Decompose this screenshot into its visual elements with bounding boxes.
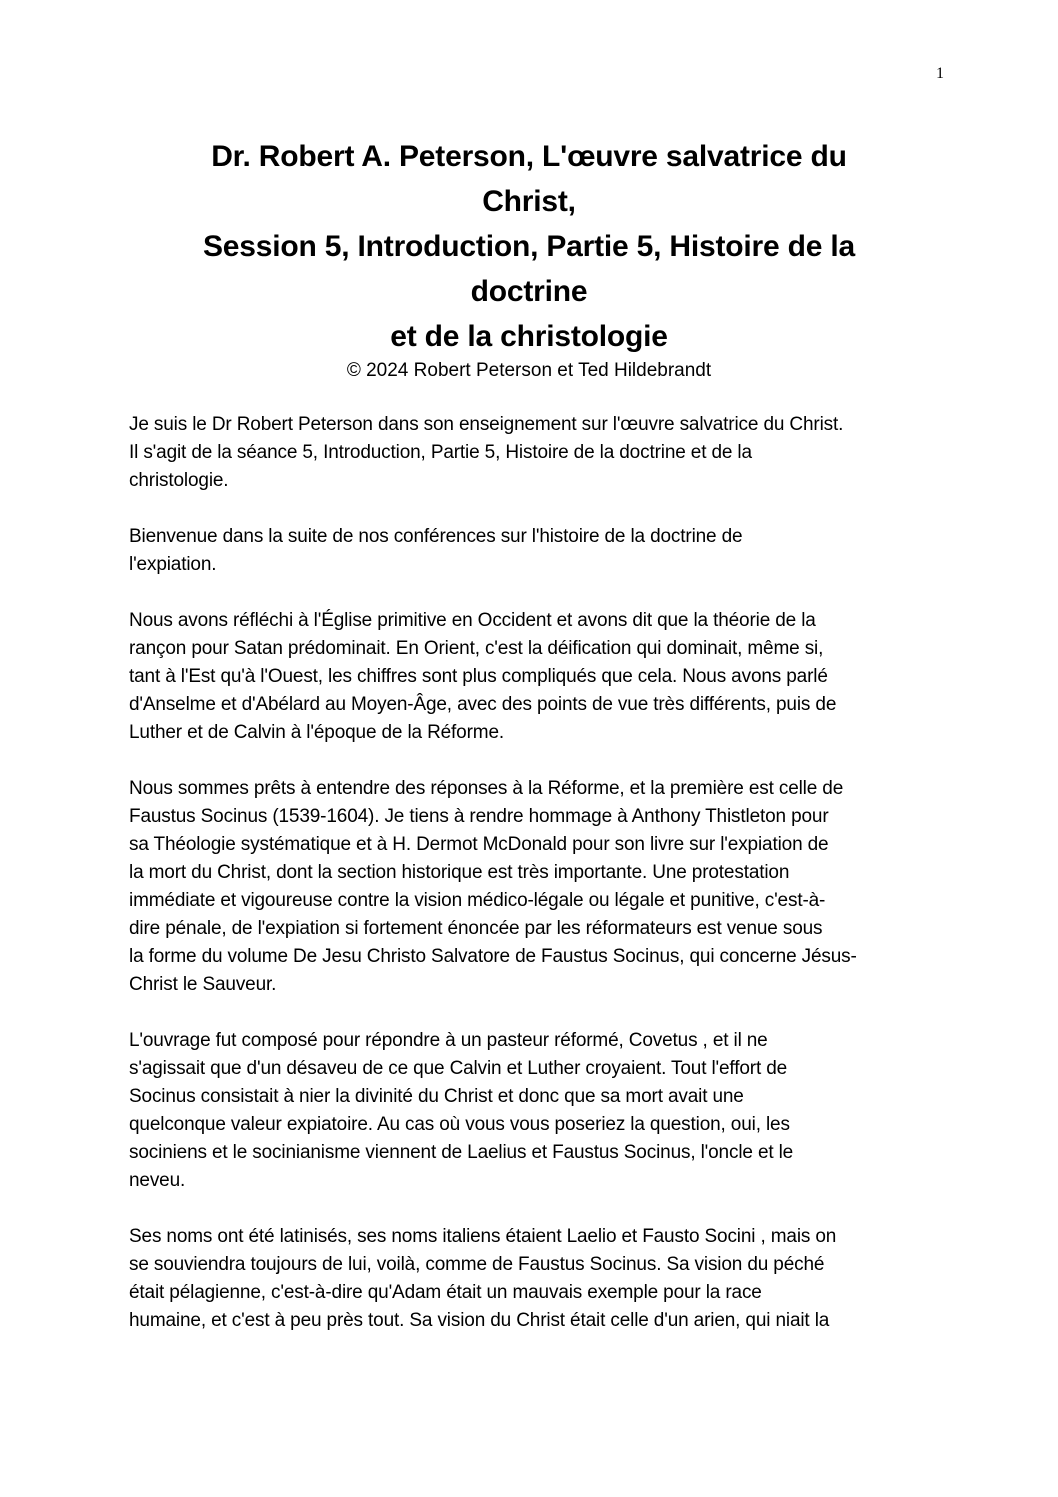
text-line: sa Théologie systématique et à H. Dermot McDonald pour son livre sur l'expiation de: [129, 834, 829, 855]
text-line: christologie.: [129, 470, 229, 491]
text-line: tant à l'Est qu'à l'Ouest, les chiffres sont plus compliqués que cela. Nous avons parlé: [129, 666, 828, 687]
text-line: se souviendra toujours de lui, voilà, comme de Faustus Socinus. Sa vision du péché: [129, 1254, 825, 1275]
title-line-2: Christ,: [482, 185, 576, 218]
paragraph-1: [129, 411, 941, 495]
paragraph-2: [129, 523, 941, 579]
text-line: Luther et de Calvin à l'époque de la Réforme.: [129, 722, 505, 743]
text-line: d'Anselme et d'Abélard au Moyen-Âge, avec des points de vue très différents, puis de: [129, 694, 837, 715]
title-line-5: et de la christologie: [390, 320, 668, 353]
text-line: Ses noms ont été latinisés, ses noms italiens étaient Laelio et Fausto Socini , mais on: [129, 1226, 837, 1247]
text-line: Il s'agit de la séance 5, Introduction, Partie 5, Histoire de la doctrine et de la: [129, 442, 752, 463]
title-line-3: Session 5, Introduction, Partie 5, Histoire de la: [202, 230, 856, 263]
title-line-1: Dr. Robert A. Peterson, L'œuvre salvatrice du: [211, 140, 847, 173]
paragraph-6: [129, 1223, 941, 1335]
text-line: Nous sommes prêts à entendre des réponses à la Réforme, et la première est celle de: [129, 778, 844, 799]
text-line: Christ le Sauveur.: [129, 974, 277, 995]
text-line: dire pénale, de l'expiation si fortement énoncée par les réformateurs est venue sous: [129, 918, 823, 939]
text-line: était pélagienne, c'est-à-dire qu'Adam était un mauvais exemple pour la race: [129, 1282, 762, 1303]
text-line: Je suis le Dr Robert Peterson dans son enseignement sur l'œuvre salvatrice du Christ.: [129, 414, 844, 435]
text-line: la mort du Christ, dont la section historique est très importante. Une protestation: [129, 862, 790, 883]
text-line: sociniens et le socinianisme viennent de Laelius et Faustus Socinus, l'oncle et le: [129, 1142, 794, 1163]
paragraph-5: [129, 1027, 941, 1195]
text-line: quelconque valeur expiatoire. Au cas où vous vous poseriez la question, oui, les: [129, 1114, 790, 1135]
text-line: neveu.: [129, 1170, 186, 1191]
page-number: 1: [936, 65, 944, 82]
title-block: [110, 134, 948, 385]
text-line: Nous avons réfléchi à l'Église primitive en Occident et avons dit que la théorie de la: [129, 610, 816, 631]
text-line: l'expiation.: [129, 554, 217, 575]
title-line-4: doctrine: [470, 275, 588, 308]
text-line: s'agissait que d'un désaveu de ce que Calvin et Luther croyaient. Tout l'effort de: [129, 1058, 788, 1079]
text-line: immédiate et vigoureuse contre la vision médico-légale ou légale et punitive, c'est-à-: [129, 890, 826, 911]
paragraph-4: [129, 775, 941, 999]
text-line: la forme du volume De Jesu Christo Salvatore de Faustus Socinus, qui concerne Jésus-: [129, 946, 857, 967]
text-line: humaine, et c'est à peu près tout. Sa vision du Christ était celle d'un arien, qui niait la: [129, 1310, 830, 1331]
text-line: Socinus consistait à nier la divinité du Christ et donc que sa mort avait une: [129, 1086, 744, 1107]
paragraph-3: [129, 607, 941, 747]
text-line: rançon pour Satan prédominait. En Orient, c'est la déification qui dominait, même si,: [129, 638, 824, 659]
text-line: Bienvenue dans la suite de nos conférences sur l'histoire de la doctrine de: [129, 526, 743, 547]
text-line: Faustus Socinus (1539-1604). Je tiens à rendre hommage à Anthony Thistleton pour: [129, 806, 829, 827]
text-line: L'ouvrage fut composé pour répondre à un pasteur réformé, Covetus , et il ne: [129, 1030, 768, 1051]
copyright-notice: © 2024 Robert Peterson et Ted Hildebrandt: [346, 360, 712, 381]
body-text: [129, 411, 941, 1363]
